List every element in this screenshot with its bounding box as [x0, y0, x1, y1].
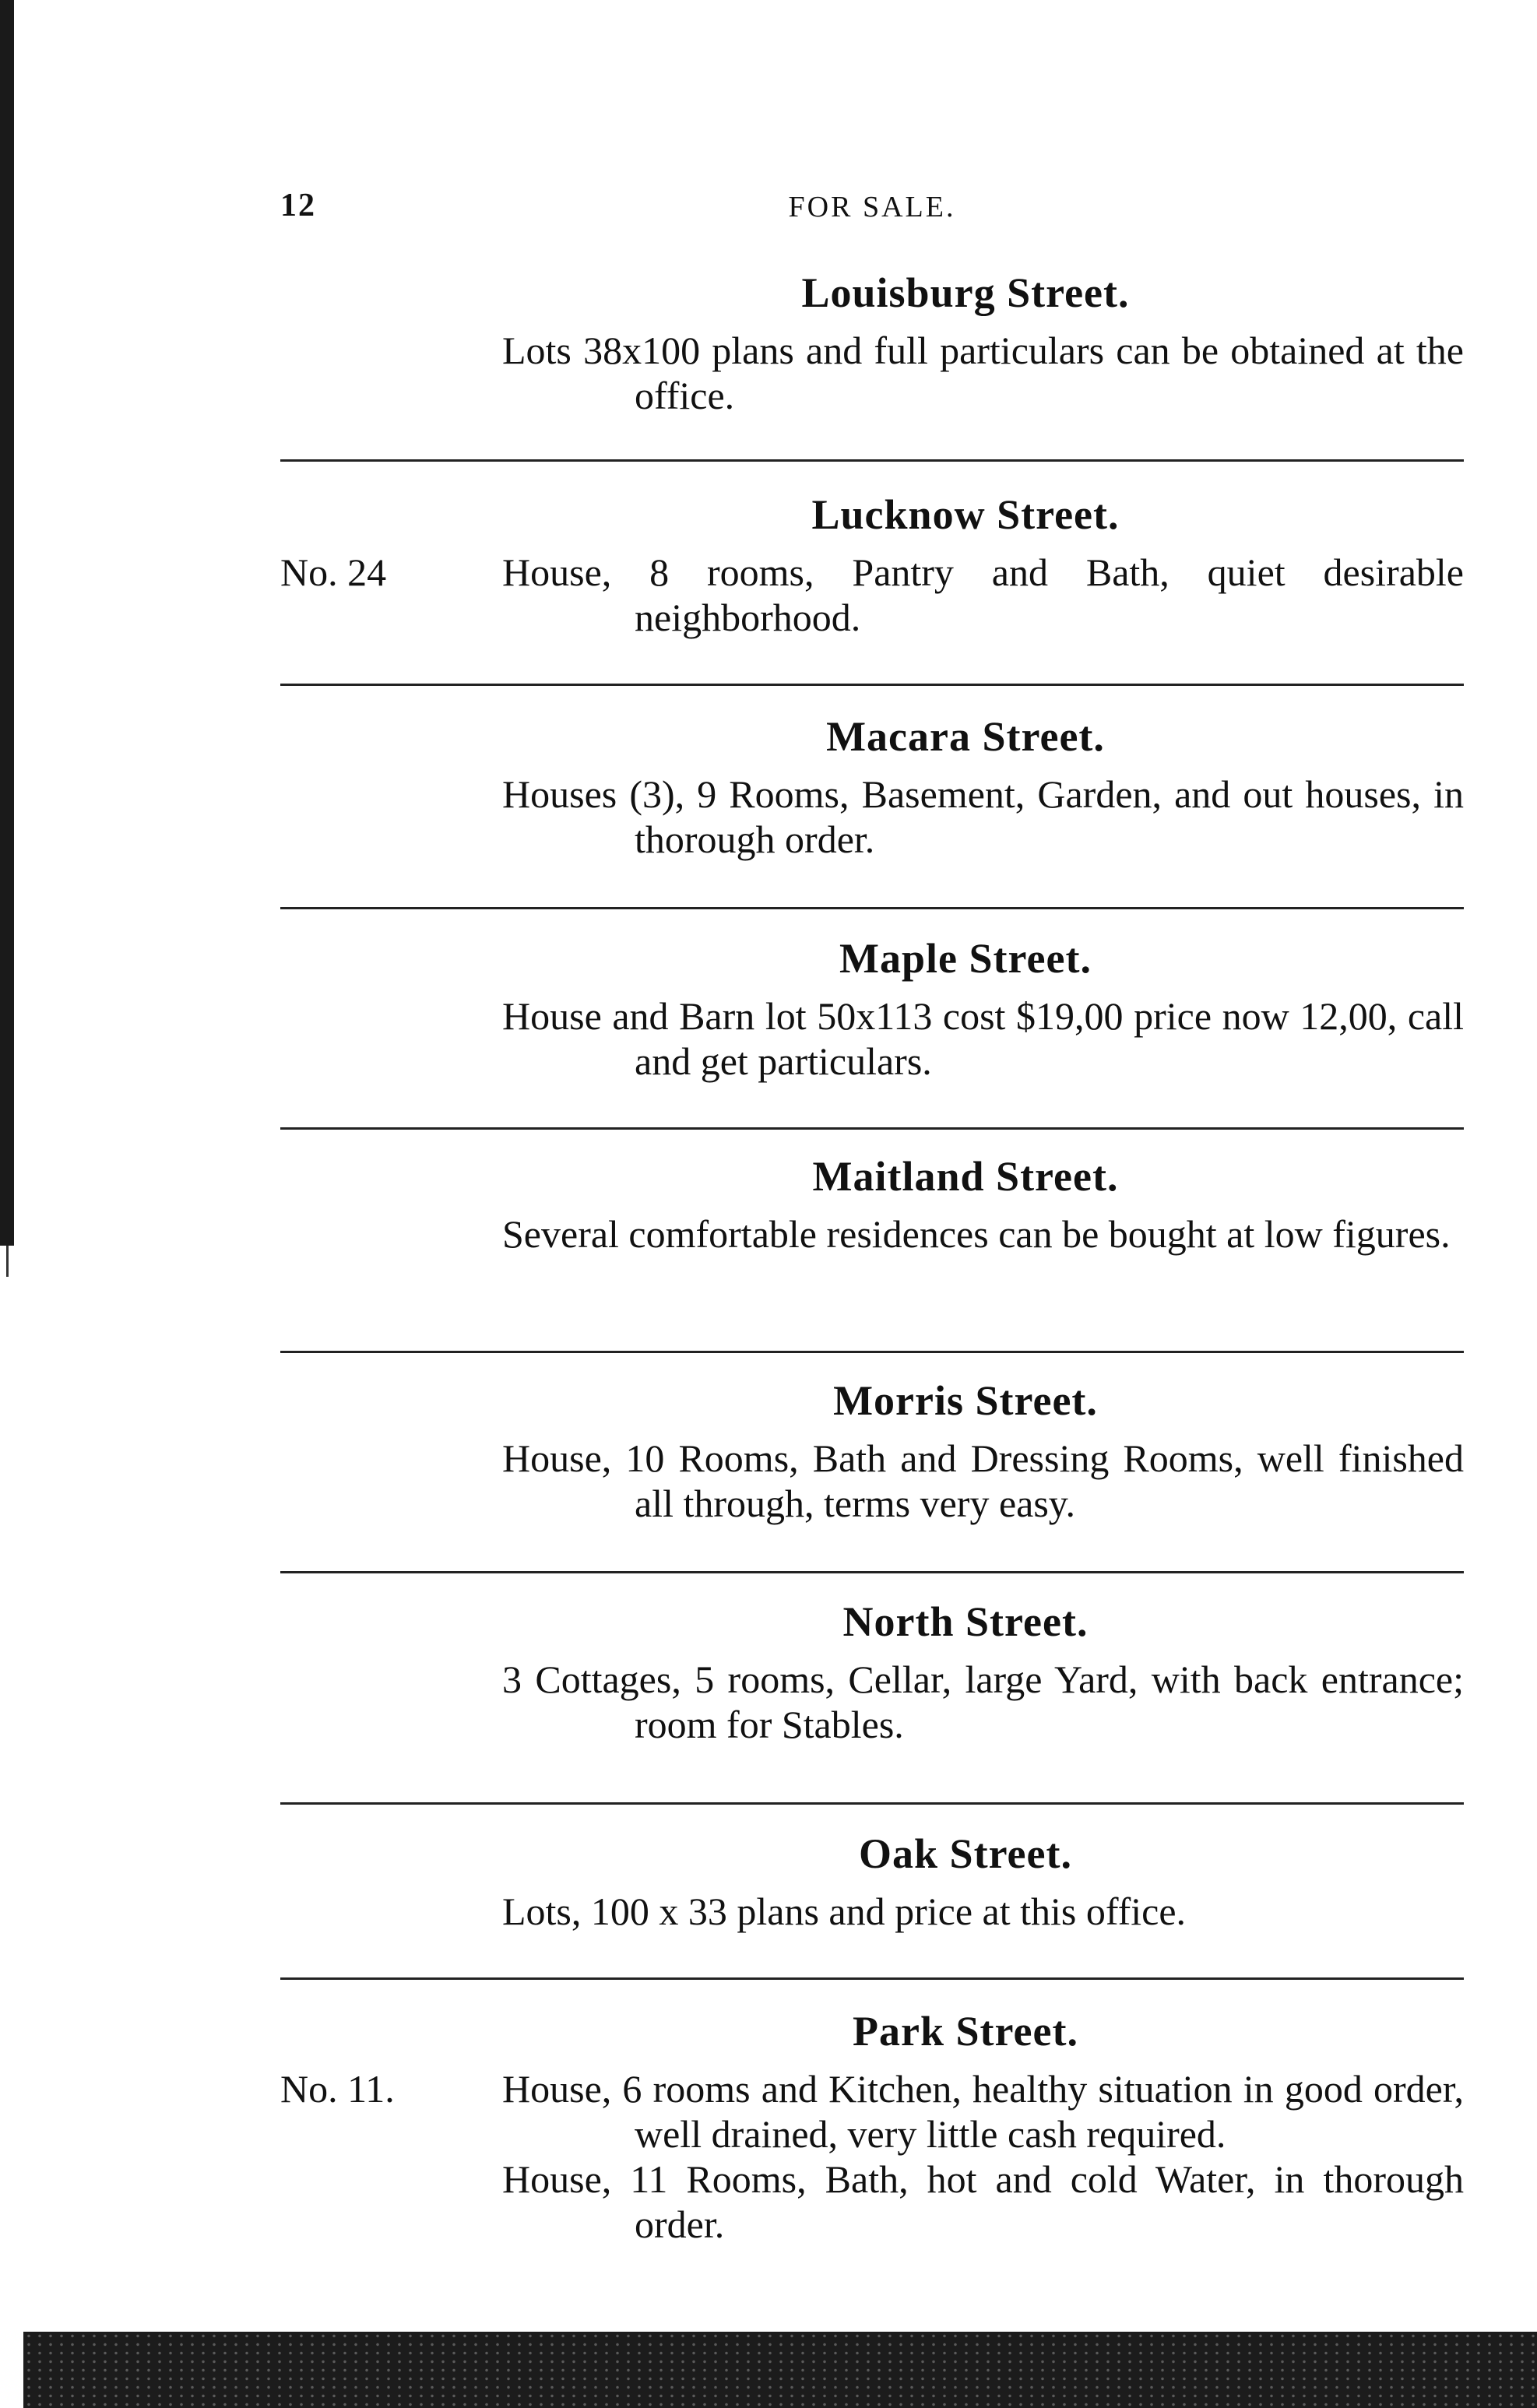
section-maple-street	[280, 934, 1464, 1084]
section-divider	[280, 1127, 1464, 1130]
page-number: 12	[280, 188, 316, 223]
listing-entry	[280, 328, 1464, 418]
street-title: Maitland Street.	[812, 1153, 1119, 1200]
section-divider	[280, 684, 1464, 686]
listing-entry	[280, 550, 1464, 640]
street-title: North Street.	[842, 1598, 1089, 1645]
section-divider	[280, 1351, 1464, 1353]
entry-description: House and Barn lot 50x113 cost $19,00 price now 12,00, call and get particulars.	[502, 994, 1464, 1083]
scan-noise-bottom	[23, 2332, 1537, 2408]
entry-description: Lots 38x100 plans and full particulars can be obtained at the office.	[502, 329, 1464, 417]
running-head	[280, 187, 1464, 234]
section-park-street	[280, 2007, 1464, 2247]
section-lucknow-street	[280, 490, 1464, 640]
entry-description: House, 8 rooms, Pantry and Bath, quiet desirable neighborhood.	[502, 550, 1464, 639]
listing-entry	[280, 1889, 1464, 1934]
entry-description: Several comfortable residences can be bought at low figures.	[502, 1212, 1451, 1256]
section-north-street	[280, 1598, 1464, 1747]
entry-description: House, 10 Rooms, Bath and Dressing Rooms, well finished all through, terms very easy.	[502, 1436, 1464, 1525]
section-maitland-street	[280, 1152, 1464, 1257]
listing-entry	[280, 1657, 1464, 1747]
entry-description: House, 6 rooms and Kitchen, healthy situation in good order, well drained, very little cash required.	[502, 2067, 1464, 2156]
section-divider	[280, 907, 1464, 909]
listing-entry	[280, 1436, 1464, 1526]
running-title: FOR SALE.	[788, 191, 956, 223]
street-title: Morris Street.	[833, 1377, 1098, 1424]
section-divider	[280, 1977, 1464, 1980]
listing-entry	[280, 2066, 1464, 2157]
section-divider	[280, 1571, 1464, 1573]
section-louisburg-street	[280, 269, 1464, 418]
entry-description: Lots, 100 x 33 plans and price at this office.	[502, 1889, 1187, 1933]
street-title: Park Street.	[853, 2008, 1078, 2055]
street-title: Maple Street.	[839, 935, 1092, 982]
listing-entry	[280, 993, 1464, 1084]
street-title: Louisburg Street.	[801, 269, 1130, 316]
entry-description: Houses (3), 9 Rooms, Basement, Garden, and out houses, in thorough order.	[502, 772, 1464, 861]
section-macara-street	[280, 712, 1464, 862]
section-oak-street	[280, 1830, 1464, 1934]
entry-description: House, 11 Rooms, Bath, hot and cold Water, in thorough order.	[502, 2157, 1464, 2246]
listing-entry	[280, 1211, 1464, 1257]
section-divider	[280, 1802, 1464, 1805]
section-morris-street	[280, 1376, 1464, 1526]
street-title: Lucknow Street.	[811, 491, 1120, 538]
street-title: Oak Street.	[859, 1830, 1072, 1877]
entry-number: No. 24	[280, 550, 387, 594]
section-divider	[280, 459, 1464, 462]
listing-entry	[280, 2157, 1464, 2247]
street-title: Macara Street.	[826, 713, 1105, 760]
listing-entry	[280, 772, 1464, 862]
entry-description: 3 Cottages, 5 rooms, Cellar, large Yard, with back entrance; room for Stables.	[502, 1657, 1464, 1746]
entry-number: No. 11.	[280, 2067, 395, 2111]
